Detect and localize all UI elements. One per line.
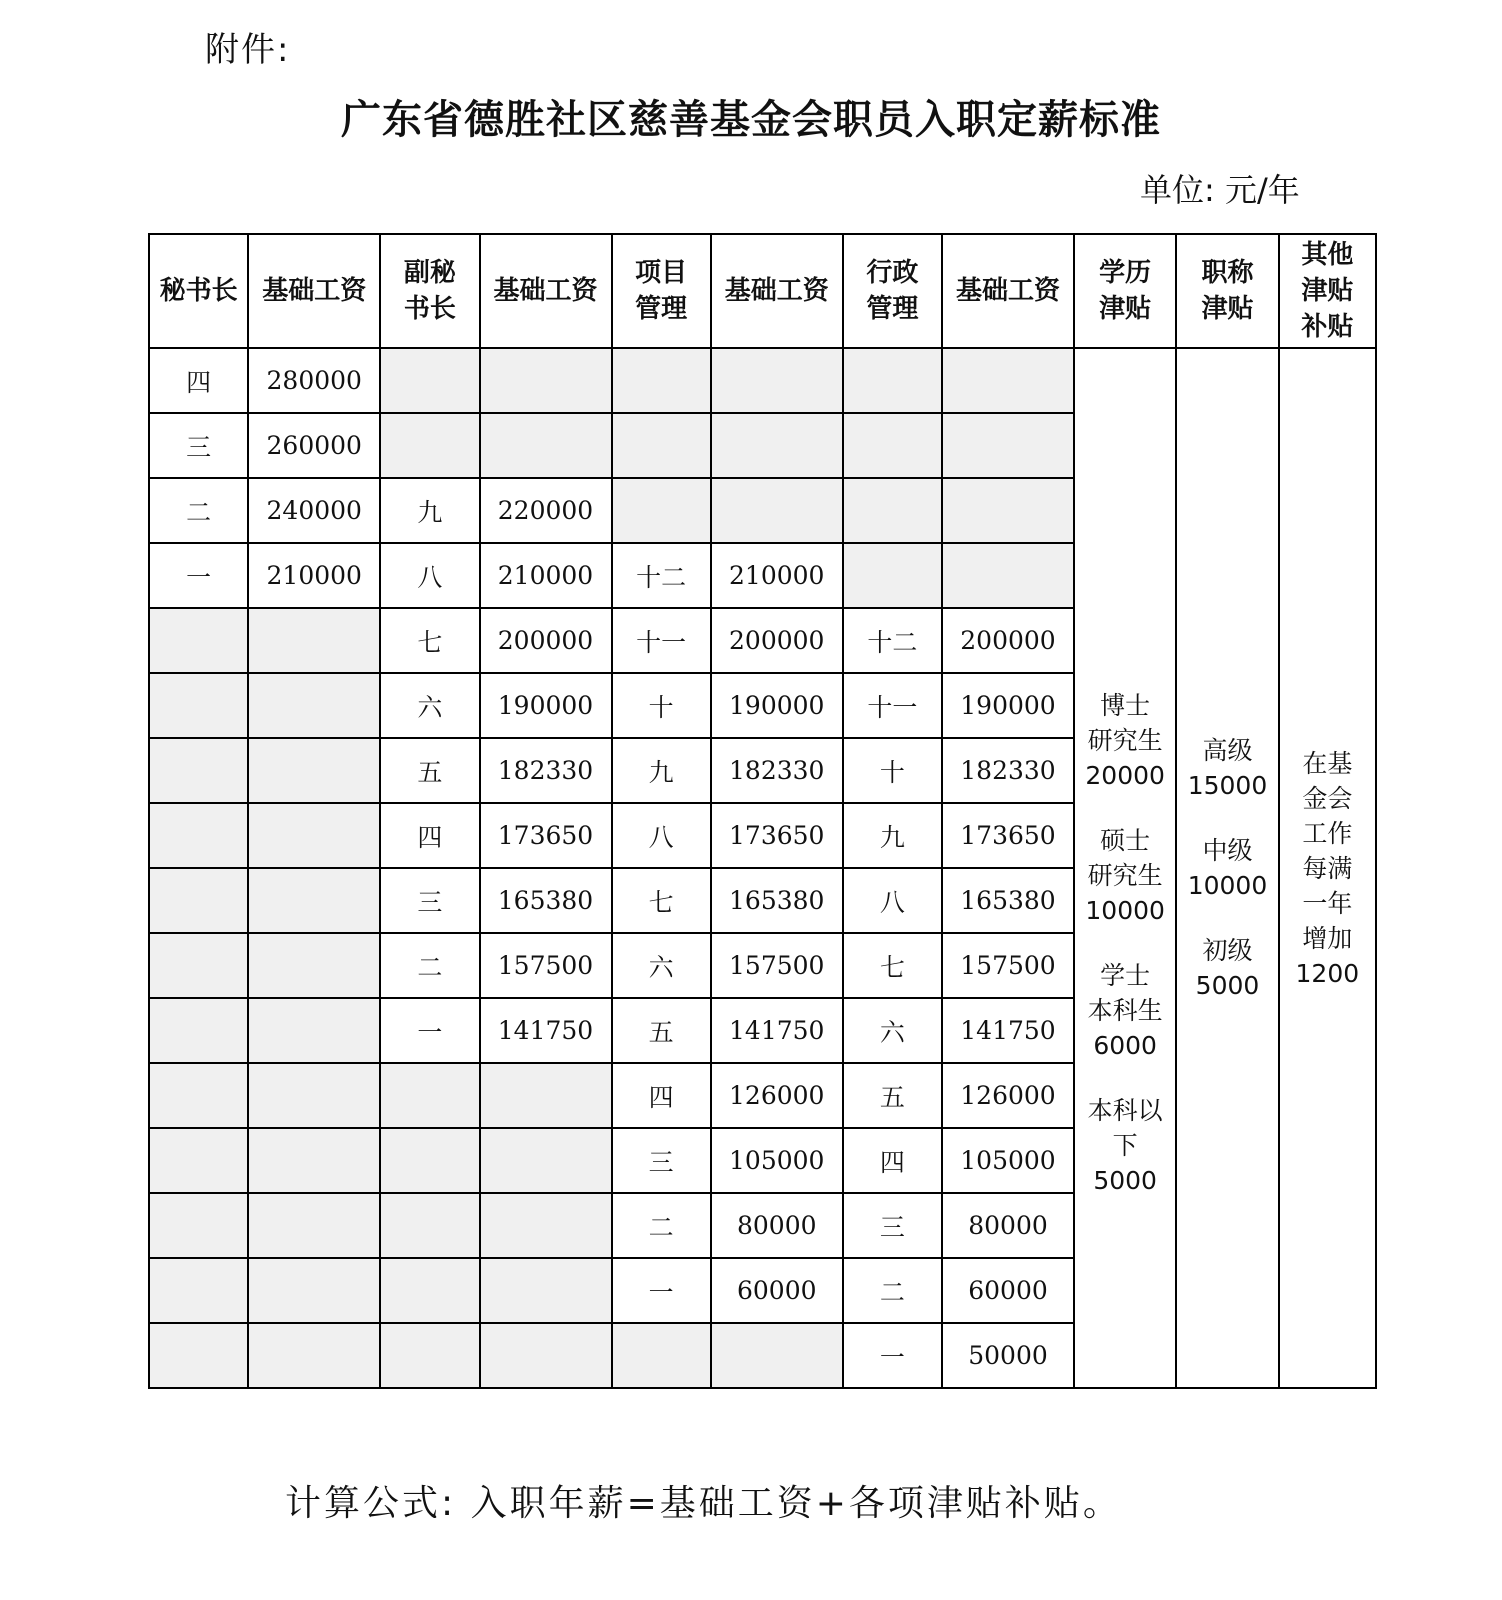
deputy-sg-salary-cell xyxy=(480,1063,612,1128)
secretary-general-salary-cell: 260000 xyxy=(248,413,380,478)
project-mgmt-salary-cell: 200000 xyxy=(711,608,843,673)
education-level-label: 硕士 研究生 xyxy=(1087,826,1163,890)
deputy-sg-rank-cell: 二 xyxy=(380,933,479,998)
admin-mgmt-salary-cell: 105000 xyxy=(942,1128,1074,1193)
project-mgmt-salary-cell xyxy=(711,348,843,413)
secretary-general-salary-cell: 210000 xyxy=(248,543,380,608)
secretary-general-salary-cell xyxy=(248,868,380,933)
admin-mgmt-salary-cell: 182330 xyxy=(942,738,1074,803)
secretary-general-salary-cell: 280000 xyxy=(248,348,380,413)
education-allowance-amount: 6000 xyxy=(1093,1031,1157,1060)
deputy-sg-rank-cell xyxy=(380,1193,479,1258)
secretary-general-rank-cell xyxy=(149,1193,248,1258)
deputy-sg-salary-cell xyxy=(480,413,612,478)
admin-mgmt-salary-cell: 200000 xyxy=(942,608,1074,673)
project-mgmt-rank-cell: 十一 xyxy=(612,608,711,673)
project-mgmt-salary-cell xyxy=(711,478,843,543)
secretary-general-salary-cell: 240000 xyxy=(248,478,380,543)
admin-mgmt-salary-cell: 141750 xyxy=(942,998,1074,1063)
project-mgmt-salary-cell: 126000 xyxy=(711,1063,843,1128)
secretary-general-rank-cell xyxy=(149,803,248,868)
project-mgmt-salary-cell: 165380 xyxy=(711,868,843,933)
header-base-salary: 基础工资 xyxy=(711,234,843,348)
deputy-sg-salary-cell xyxy=(480,348,612,413)
deputy-sg-salary-cell xyxy=(480,1193,612,1258)
secretary-general-salary-cell xyxy=(248,738,380,803)
project-mgmt-rank-cell: 六 xyxy=(612,933,711,998)
education-level-label: 博士 研究生 xyxy=(1087,691,1163,755)
secretary-general-rank-cell xyxy=(149,1258,248,1323)
deputy-sg-rank-cell xyxy=(380,1258,479,1323)
secretary-general-rank-cell: 一 xyxy=(149,543,248,608)
project-mgmt-salary-cell: 157500 xyxy=(711,933,843,998)
secretary-general-rank-cell xyxy=(149,673,248,738)
admin-mgmt-rank-cell: 十 xyxy=(843,738,942,803)
project-mgmt-rank-cell: 十 xyxy=(612,673,711,738)
admin-mgmt-rank-cell xyxy=(843,348,942,413)
header-other-allowances: 其他 津贴 补贴 xyxy=(1279,234,1376,348)
deputy-sg-salary-cell: 165380 xyxy=(480,868,612,933)
secretary-general-rank-cell xyxy=(149,933,248,998)
deputy-sg-salary-cell: 200000 xyxy=(480,608,612,673)
title-level-label: 初级 xyxy=(1202,936,1253,965)
deputy-sg-salary-cell: 141750 xyxy=(480,998,612,1063)
title-allowance-amount: 10000 xyxy=(1187,871,1268,900)
header-base-salary: 基础工资 xyxy=(480,234,612,348)
project-mgmt-salary-cell xyxy=(711,413,843,478)
deputy-sg-rank-cell: 九 xyxy=(380,478,479,543)
title-level-label: 中级 xyxy=(1202,836,1253,865)
project-mgmt-rank-cell: 七 xyxy=(612,868,711,933)
deputy-sg-rank-cell: 三 xyxy=(380,868,479,933)
admin-mgmt-salary-cell: 80000 xyxy=(942,1193,1074,1258)
project-mgmt-rank-cell xyxy=(612,413,711,478)
deputy-sg-salary-cell xyxy=(480,1128,612,1193)
secretary-general-salary-cell xyxy=(248,933,380,998)
project-mgmt-salary-cell: 210000 xyxy=(711,543,843,608)
project-mgmt-rank-cell xyxy=(612,478,711,543)
admin-mgmt-salary-cell xyxy=(942,348,1074,413)
admin-mgmt-rank-cell: 八 xyxy=(843,868,942,933)
other-allowance-cell: 在基 金会 工作 每满 一年 增加 1200 xyxy=(1279,348,1376,1388)
secretary-general-rank-cell: 四 xyxy=(149,348,248,413)
title-allowance-amount: 5000 xyxy=(1195,971,1260,1000)
secretary-general-salary-cell xyxy=(248,1258,380,1323)
deputy-sg-rank-cell xyxy=(380,1323,479,1388)
secretary-general-rank-cell xyxy=(149,608,248,673)
admin-mgmt-rank-cell xyxy=(843,413,942,478)
project-mgmt-salary-cell: 80000 xyxy=(711,1193,843,1258)
header-secretary-general: 秘书长 xyxy=(149,234,248,348)
header-base-salary: 基础工资 xyxy=(942,234,1074,348)
project-mgmt-salary-cell: 173650 xyxy=(711,803,843,868)
admin-mgmt-rank-cell: 三 xyxy=(843,1193,942,1258)
title-allowance-amount: 15000 xyxy=(1187,771,1268,800)
secretary-general-salary-cell xyxy=(248,998,380,1063)
secretary-general-rank-cell xyxy=(149,868,248,933)
project-mgmt-rank-cell xyxy=(612,348,711,413)
education-level-label: 学士 本科生 xyxy=(1087,961,1163,1025)
admin-mgmt-salary-cell: 50000 xyxy=(942,1323,1074,1388)
deputy-sg-rank-cell: 五 xyxy=(380,738,479,803)
header-base-salary: 基础工资 xyxy=(248,234,380,348)
admin-mgmt-rank-cell xyxy=(843,543,942,608)
admin-mgmt-rank-cell: 十一 xyxy=(843,673,942,738)
attachment-label: 附件: xyxy=(205,30,291,70)
header-education-allowance: 学历 津贴 xyxy=(1074,234,1176,348)
project-mgmt-rank-cell: 八 xyxy=(612,803,711,868)
admin-mgmt-rank-cell: 五 xyxy=(843,1063,942,1128)
project-mgmt-rank-cell: 十二 xyxy=(612,543,711,608)
project-mgmt-rank-cell: 二 xyxy=(612,1193,711,1258)
deputy-sg-rank-cell xyxy=(380,1128,479,1193)
header-admin-management: 行政 管理 xyxy=(843,234,942,348)
title-allowance-cell xyxy=(1176,348,1278,1388)
deputy-sg-rank-cell xyxy=(380,413,479,478)
secretary-general-rank-cell xyxy=(149,1128,248,1193)
secretary-general-salary-cell xyxy=(248,673,380,738)
education-allowance-amount: 20000 xyxy=(1085,761,1165,790)
project-mgmt-rank-cell xyxy=(612,1323,711,1388)
secretary-general-rank-cell xyxy=(149,1323,248,1388)
project-mgmt-salary-cell: 190000 xyxy=(711,673,843,738)
admin-mgmt-rank-cell: 二 xyxy=(843,1258,942,1323)
deputy-sg-salary-cell: 173650 xyxy=(480,803,612,868)
admin-mgmt-salary-cell: 60000 xyxy=(942,1258,1074,1323)
table-body xyxy=(149,348,1376,1388)
salary-formula: 计算公式: 入职年薪=基础工资+各项津贴补贴。 xyxy=(285,1483,1122,1524)
project-mgmt-salary-cell: 105000 xyxy=(711,1128,843,1193)
secretary-general-salary-cell xyxy=(248,1323,380,1388)
admin-mgmt-rank-cell: 七 xyxy=(843,933,942,998)
project-mgmt-salary-cell xyxy=(711,1323,843,1388)
deputy-sg-rank-cell xyxy=(380,1063,479,1128)
admin-mgmt-rank-cell: 九 xyxy=(843,803,942,868)
deputy-sg-salary-cell: 182330 xyxy=(480,738,612,803)
secretary-general-rank-cell xyxy=(149,738,248,803)
admin-mgmt-rank-cell: 一 xyxy=(843,1323,942,1388)
project-mgmt-salary-cell: 60000 xyxy=(711,1258,843,1323)
project-mgmt-rank-cell: 四 xyxy=(612,1063,711,1128)
header-row xyxy=(149,234,1376,348)
secretary-general-salary-cell xyxy=(248,608,380,673)
secretary-general-salary-cell xyxy=(248,1193,380,1258)
secretary-general-rank-cell: 二 xyxy=(149,478,248,543)
admin-mgmt-salary-cell: 173650 xyxy=(942,803,1074,868)
admin-mgmt-salary-cell xyxy=(942,543,1074,608)
admin-mgmt-rank-cell: 十二 xyxy=(843,608,942,673)
header-deputy-secretary-general: 副秘 书长 xyxy=(380,234,479,348)
secretary-general-salary-cell xyxy=(248,803,380,868)
deputy-sg-salary-cell xyxy=(480,1323,612,1388)
header-project-management: 项目 管理 xyxy=(612,234,711,348)
secretary-general-rank-cell: 三 xyxy=(149,413,248,478)
project-mgmt-salary-cell: 182330 xyxy=(711,738,843,803)
unit-label: 单位: 元/年 xyxy=(1140,171,1300,209)
project-mgmt-salary-cell: 141750 xyxy=(711,998,843,1063)
admin-mgmt-salary-cell: 165380 xyxy=(942,868,1074,933)
secretary-general-rank-cell xyxy=(149,1063,248,1128)
document-title: 广东省德胜社区慈善基金会职员入职定薪标准 xyxy=(341,97,1161,143)
deputy-sg-rank-cell: 一 xyxy=(380,998,479,1063)
admin-mgmt-rank-cell: 四 xyxy=(843,1128,942,1193)
secretary-general-salary-cell xyxy=(248,1128,380,1193)
admin-mgmt-rank-cell: 六 xyxy=(843,998,942,1063)
deputy-sg-salary-cell: 220000 xyxy=(480,478,612,543)
admin-mgmt-salary-cell xyxy=(942,478,1074,543)
project-mgmt-rank-cell: 五 xyxy=(612,998,711,1063)
education-allowance-amount: 5000 xyxy=(1093,1166,1157,1195)
deputy-sg-salary-cell xyxy=(480,1258,612,1323)
deputy-sg-rank-cell xyxy=(380,348,479,413)
deputy-sg-rank-cell: 八 xyxy=(380,543,479,608)
deputy-sg-rank-cell: 四 xyxy=(380,803,479,868)
project-mgmt-rank-cell: 三 xyxy=(612,1128,711,1193)
project-mgmt-rank-cell: 九 xyxy=(612,738,711,803)
admin-mgmt-salary-cell: 157500 xyxy=(942,933,1074,998)
secretary-general-salary-cell xyxy=(248,1063,380,1128)
admin-mgmt-rank-cell xyxy=(843,478,942,543)
project-mgmt-rank-cell: 一 xyxy=(612,1258,711,1323)
deputy-sg-rank-cell: 六 xyxy=(380,673,479,738)
table-row xyxy=(149,348,1376,413)
deputy-sg-rank-cell: 七 xyxy=(380,608,479,673)
secretary-general-rank-cell xyxy=(149,998,248,1063)
education-allowance-cell xyxy=(1074,348,1176,1388)
education-level-label: 本科以 下 xyxy=(1087,1096,1163,1160)
deputy-sg-salary-cell: 210000 xyxy=(480,543,612,608)
title-level-label: 高级 xyxy=(1202,736,1253,765)
deputy-sg-salary-cell: 157500 xyxy=(480,933,612,998)
admin-mgmt-salary-cell: 126000 xyxy=(942,1063,1074,1128)
header-title-allowance: 职称 津贴 xyxy=(1176,234,1278,348)
education-allowance-amount: 10000 xyxy=(1085,896,1165,925)
deputy-sg-salary-cell: 190000 xyxy=(480,673,612,738)
admin-mgmt-salary-cell xyxy=(942,413,1074,478)
admin-mgmt-salary-cell: 190000 xyxy=(942,673,1074,738)
salary-standard-table xyxy=(148,233,1377,1389)
